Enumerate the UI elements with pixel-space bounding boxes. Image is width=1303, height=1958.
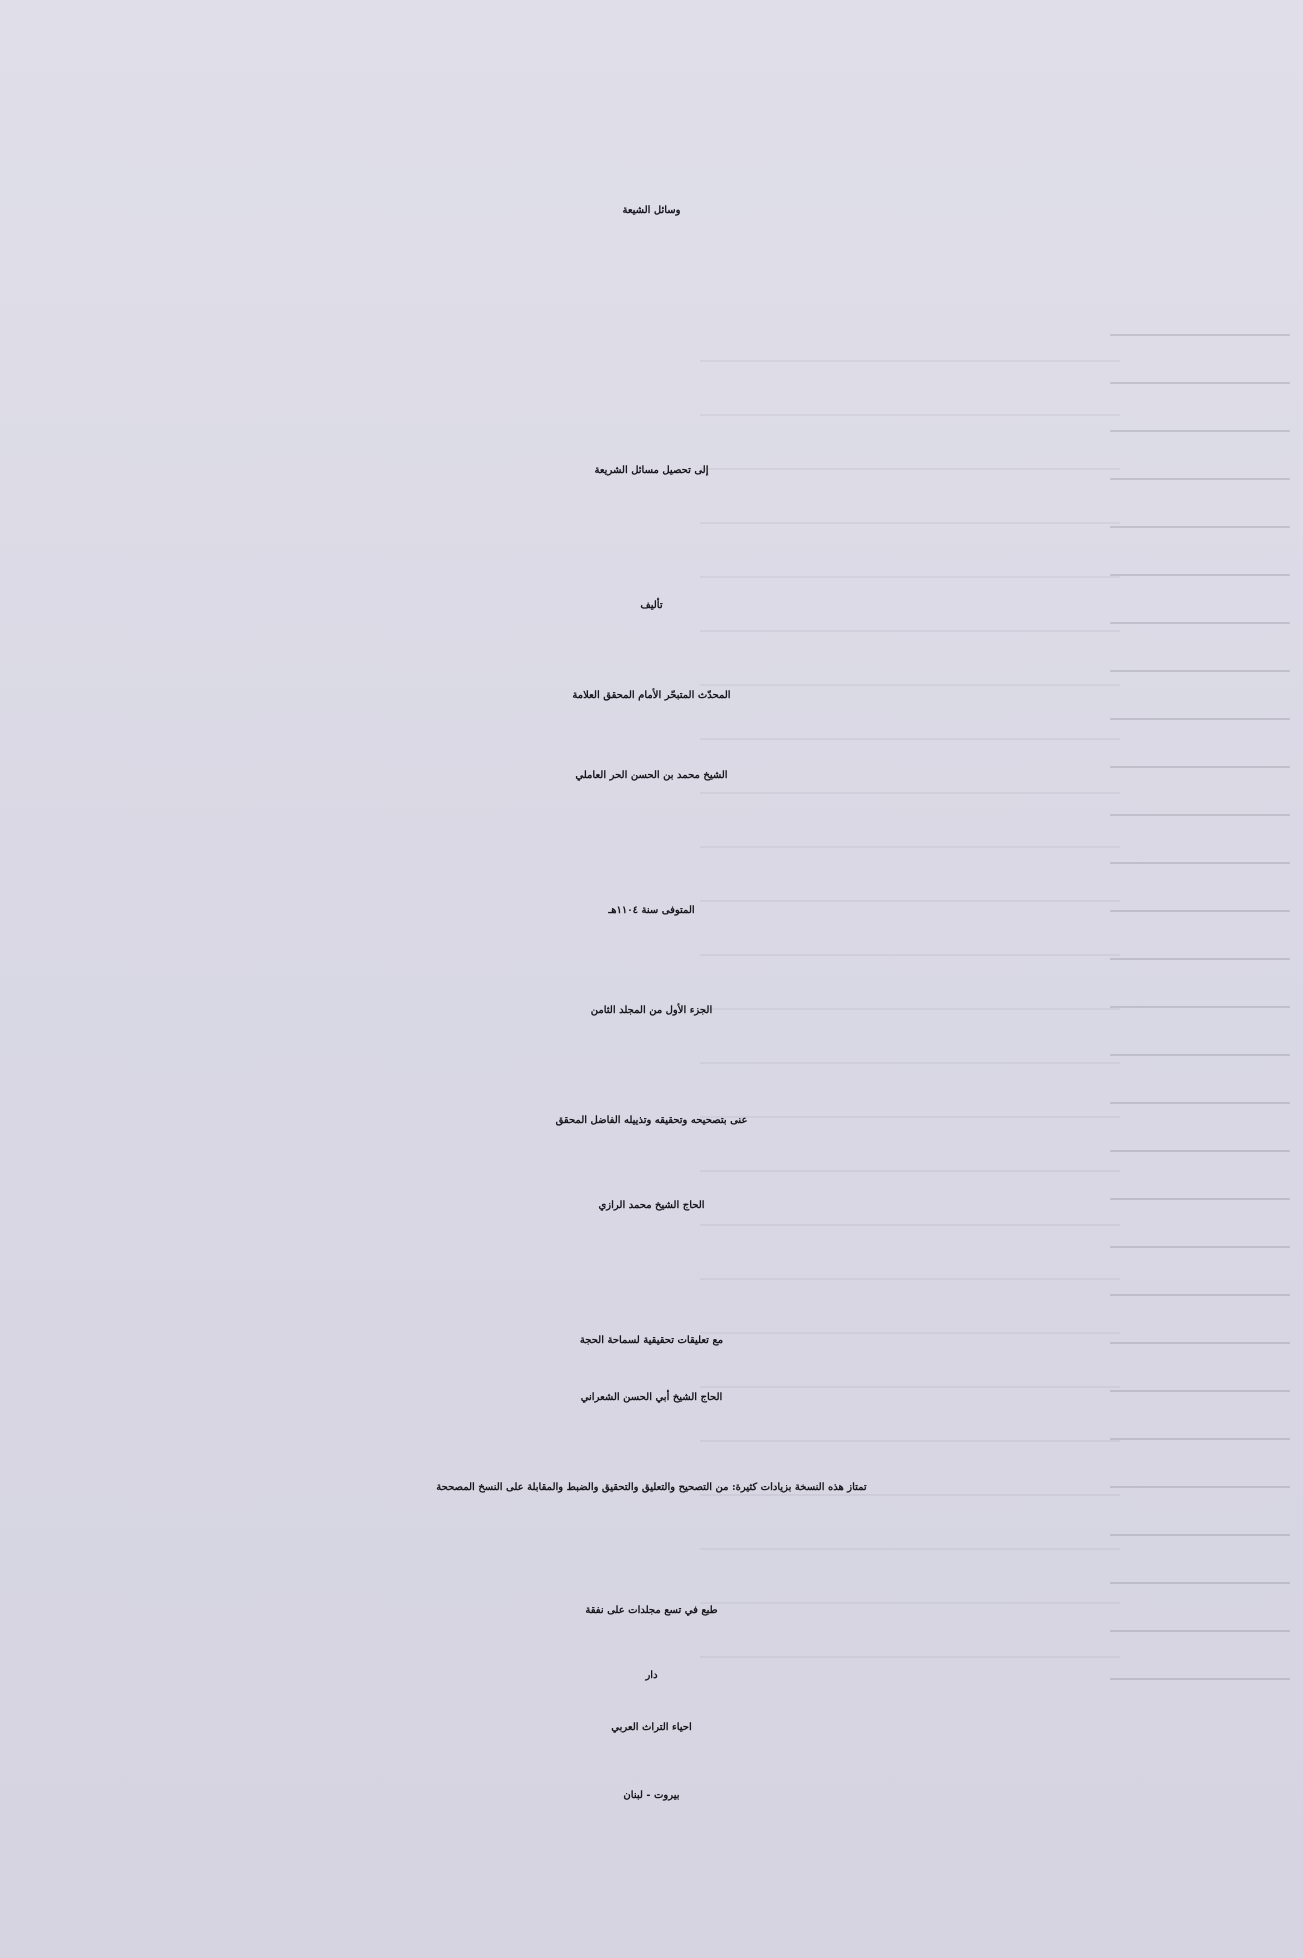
author-death-date: المتوفى سنة ١١٠٤هـ — [608, 905, 695, 916]
authored-by-label: تأليف — [640, 600, 663, 611]
notes-line: مع تعليقات تحقيقية لسماحة الحجة — [579, 1335, 724, 1346]
book-subtitle: إلى تحصيل مسائل الشريعة — [594, 465, 709, 476]
edition-features: تمتاز هذه النسخة بزيادات كثيرة: من التصحيح والتعليق والتحقيق والضبط والمقابلة على النسخ المصححة — [436, 1482, 867, 1493]
editor-name: الحاج الشيخ محمد الرازي — [598, 1200, 705, 1211]
book-title: وسائل الشيعة — [622, 205, 681, 216]
publisher-prefix: دار — [645, 1670, 658, 1681]
publisher-city: بيروت - لبنان — [623, 1790, 680, 1801]
volume-part: الجزء الأول من المجلد الثامن — [590, 1005, 713, 1016]
publisher-name: احياء التراث العربي — [611, 1722, 692, 1733]
author-name: الشيخ محمد بن الحسن الحر العاملي — [575, 770, 728, 781]
author-epithets: المحدّث المتبحّر الأمام المحقق العلامة — [572, 690, 731, 701]
print-note: طبع في تسع مجلدات على نفقة — [585, 1605, 718, 1616]
edited-by-label: عنى بتصحيحه وتحقيقه وتذييله الفاضل المحقق — [555, 1115, 748, 1126]
annotator-name: الحاج الشيخ أبي الحسن الشعراني — [580, 1392, 723, 1403]
